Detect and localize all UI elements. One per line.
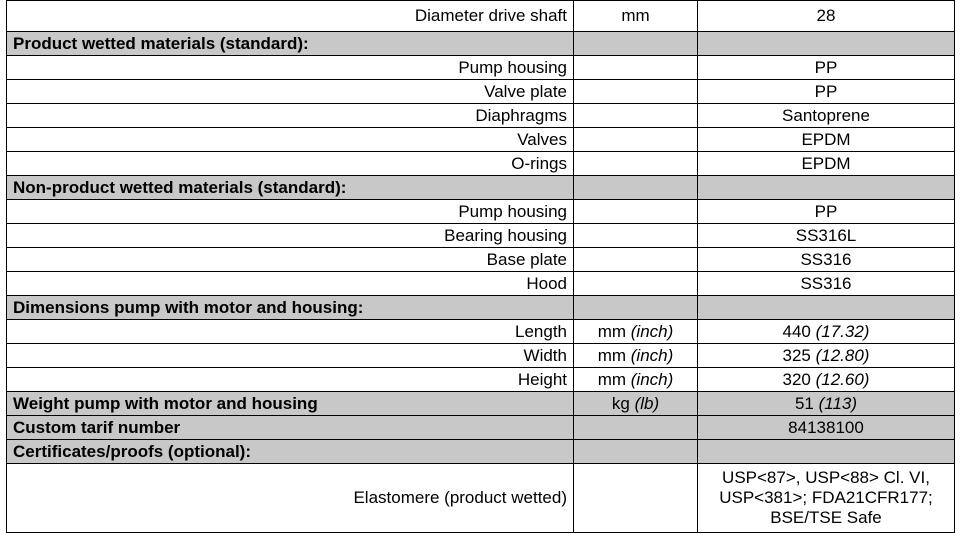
row-unit	[574, 224, 698, 248]
row-value: 84138100	[698, 416, 955, 440]
row-value: SS316	[698, 272, 955, 296]
table-row	[7, 56, 955, 80]
row-unit: mm (inch)	[574, 368, 698, 392]
row-unit	[574, 272, 698, 296]
row-label: Base plate	[7, 248, 574, 272]
row-label: Width	[7, 344, 574, 368]
section-header	[7, 416, 955, 440]
row-label: Pump housing	[7, 200, 574, 224]
row-value: 320 (12.60)	[698, 368, 955, 392]
row-label: Valves	[7, 128, 574, 152]
section-header	[7, 32, 955, 56]
row-value: SS316	[698, 248, 955, 272]
table-row	[7, 320, 955, 344]
row-label: Elastomere (product wetted)	[7, 464, 574, 533]
row-unit: mm	[574, 1, 698, 32]
value-line: USP<381>; FDA21CFR177;	[719, 488, 933, 507]
row-label: Diaphragms	[7, 104, 574, 128]
row-unit: kg (lb)	[574, 392, 698, 416]
row-unit	[574, 464, 698, 533]
value-line: USP<87>, USP<88> Cl. VI,	[722, 468, 930, 487]
section-header	[7, 440, 955, 464]
row-value: SS316L	[698, 224, 955, 248]
table-row	[7, 200, 955, 224]
row-unit: mm (inch)	[574, 344, 698, 368]
table-row	[7, 152, 955, 176]
table-row	[7, 1, 955, 32]
section-title: Weight pump with motor and housing	[7, 392, 574, 416]
table-row	[7, 104, 955, 128]
section-header	[7, 176, 955, 200]
section-title: Custom tarif number	[7, 416, 574, 440]
row-value: 325 (12.80)	[698, 344, 955, 368]
section-header	[7, 392, 955, 416]
row-value: Santoprene	[698, 104, 955, 128]
row-unit	[574, 248, 698, 272]
section-title: Certificates/proofs (optional):	[7, 440, 574, 464]
row-label: Valve plate	[7, 80, 574, 104]
row-unit	[574, 128, 698, 152]
row-label: O-rings	[7, 152, 574, 176]
row-label: Hood	[7, 272, 574, 296]
table-row	[7, 272, 955, 296]
row-value: 440 (17.32)	[698, 320, 955, 344]
row-unit	[574, 80, 698, 104]
table-row	[7, 368, 955, 392]
table-row	[7, 80, 955, 104]
section-header	[7, 296, 955, 320]
table-row	[7, 248, 955, 272]
row-unit	[574, 56, 698, 80]
row-unit	[574, 104, 698, 128]
row-value: PP	[698, 80, 955, 104]
row-value	[698, 464, 955, 533]
row-unit	[574, 200, 698, 224]
table-row	[7, 128, 955, 152]
section-title: Dimensions pump with motor and housing:	[7, 296, 574, 320]
row-unit: mm (inch)	[574, 320, 698, 344]
section-title: Non-product wetted materials (standard):	[7, 176, 574, 200]
row-value: 28	[698, 1, 955, 32]
specification-table	[6, 0, 955, 533]
row-value: EPDM	[698, 128, 955, 152]
table-row	[7, 464, 955, 533]
row-label: Height	[7, 368, 574, 392]
row-value: 51 (113)	[698, 392, 955, 416]
row-label: Length	[7, 320, 574, 344]
row-value: EPDM	[698, 152, 955, 176]
value-line: BSE/TSE Safe	[770, 508, 882, 527]
row-label: Pump housing	[7, 56, 574, 80]
row-unit	[574, 416, 698, 440]
row-value: PP	[698, 56, 955, 80]
row-value: PP	[698, 200, 955, 224]
row-unit	[574, 152, 698, 176]
table-row	[7, 224, 955, 248]
row-label: Diameter drive shaft	[7, 1, 574, 32]
table-row	[7, 344, 955, 368]
row-label: Bearing housing	[7, 224, 574, 248]
section-title: Product wetted materials (standard):	[7, 32, 574, 56]
